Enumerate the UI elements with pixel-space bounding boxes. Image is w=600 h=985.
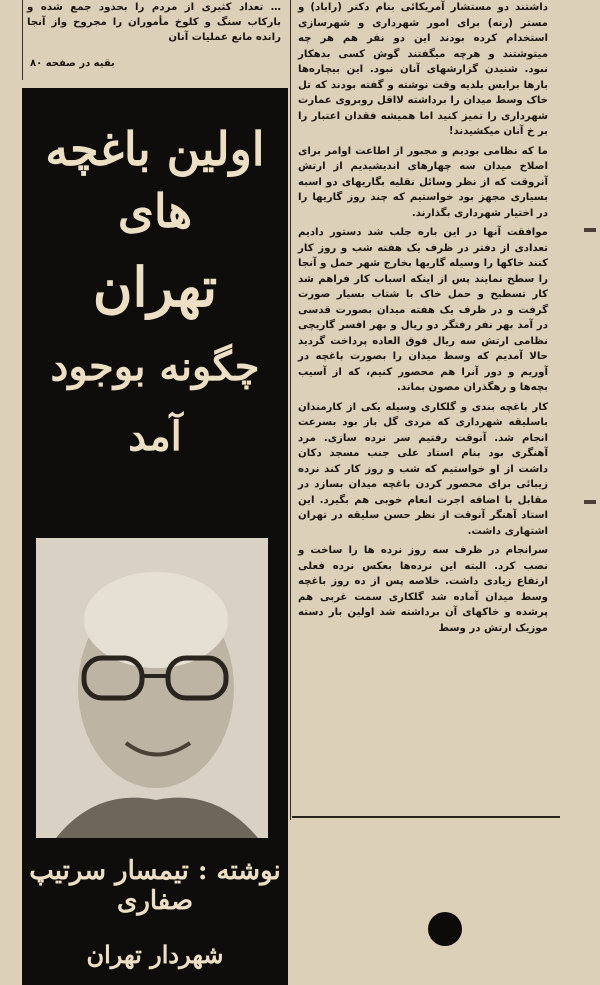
- article-body: [292, 0, 554, 815]
- headline: [22, 118, 288, 472]
- author-byline: نوشته : تیمسار سرتیپ صفاری: [29, 856, 281, 916]
- body-paragraph-2: ما که نظامی بودیم و مجبور از اطاعت اوامر برای اصلاح میدان سه چهارهای اندیشیدیم از ارتش آنروقت که از نظر وسائل نقلیه بگاریهای دو اسبه بسیاری مجهز بود خواستیم که چند روز گاریها را در اختیار شهرداری بگذارند.: [298, 145, 548, 219]
- author-role: شهردار تهران: [86, 940, 224, 969]
- author-portrait: [36, 538, 268, 838]
- edge-mark: [584, 500, 596, 504]
- headline-line-1: اولین باغچه های: [45, 122, 265, 238]
- article-end-rule: [292, 816, 560, 818]
- column-divider: [290, 0, 291, 820]
- body-paragraph-4: کار باغچه بندی و گلکاری وسیله یکی از کارمندان باسلیقه شهرداری که مردی گل باز بود بسرعت انجام شد. آنوقت رفتیم سر نرده سازی. مرد آهنگری بود بنام استاد علی جنب مسجد دکان داشت از او خواستیم که شب و روز کار کند نرده زیبائی برای محصور کردن باغچه میدان بسازد در مقابل با اضافه اجرت انعام خوبی هم بگیرد. این استاد آهنگر آنوقت از نظر حسن سلیقه در تهران اشتهاری داشت.: [298, 401, 548, 537]
- page-dot-mark: [428, 912, 462, 946]
- headline-line-3: چگونه بوجود آمد: [50, 343, 260, 460]
- body-paragraph-3: موافقت آنها در این باره جلب شد دستور دادیم تعدادی از دفتر در ظرف یک هفته شب و روز کار کنند خاکها را وسیله گاریها بخارج شهر حمل و آنجا را سطح نمایند پس از اینکه اسباب کار فراهم شد کار تسطیح و حمل خاک با شتاب بسیار صورت گرفت و در ظرف یک هفته میدان بصورت قدسی در آمد بهر نفر رفتگر دو ریال و بهر افسر گاریچی نظامی ارتش سه ریال فوق العاده پرداخت گردید حالا آمدیم که وسط میدان را بصورت باغچه در آوریم و دور آنرا هم محصور کنیم، که از آسیب بچه‌ها و رهگذران مصون بماند.: [298, 227, 548, 393]
- portrait-illustration: [36, 538, 268, 838]
- edge-mark: [584, 228, 596, 232]
- top-left-text: … تعداد کثیری از مردم را بحدود جمع شده و بارکاب سنگ و کلوخ مأموران را مجروح واز آنجا رانده مانع عملیات آنان: [27, 2, 281, 43]
- continued-note: بقیه در صفحه ۸۰: [30, 58, 115, 69]
- headline-line-2: تهران: [92, 255, 218, 319]
- body-paragraph-5: سرانجام در ظرف سه روز نرده ها را ساخت و نصب کرد. البته این نرده‌ها بعکس نرده فعلی ارتفاع زیادی داشت. خلاصه پس از ده روز باغچه وسط میدان آماده شد گلکاری سمت غربی هم پرشده و خاکهای آن برداشته شد اولین بار دسته موزیک ارتش در وسط: [298, 545, 548, 634]
- body-paragraph-1: داشتند دو مستشار آمریکائی بنام دکتر (راباد) و مستر (رنه) برای امور شهرداری و شهرسازی استخدام کرده بودند این دو نفر هم هر چه میتوشتند و هرچه میگفتند گوش کسی بدهکار نبود. شنیدن گزارشهای آنان نبود. این بیچاره‌ها بارها برایس بلدیه وقت نوشته و گفته بودند که تل خاک وسط میدان را برداشته لااقل روبروی عمارت شهرداری را تمیز کنید اما همیشه فقدان اعتبار را بر خ آنان میکشیدند!: [298, 2, 548, 137]
- headline-panel: [22, 88, 288, 985]
